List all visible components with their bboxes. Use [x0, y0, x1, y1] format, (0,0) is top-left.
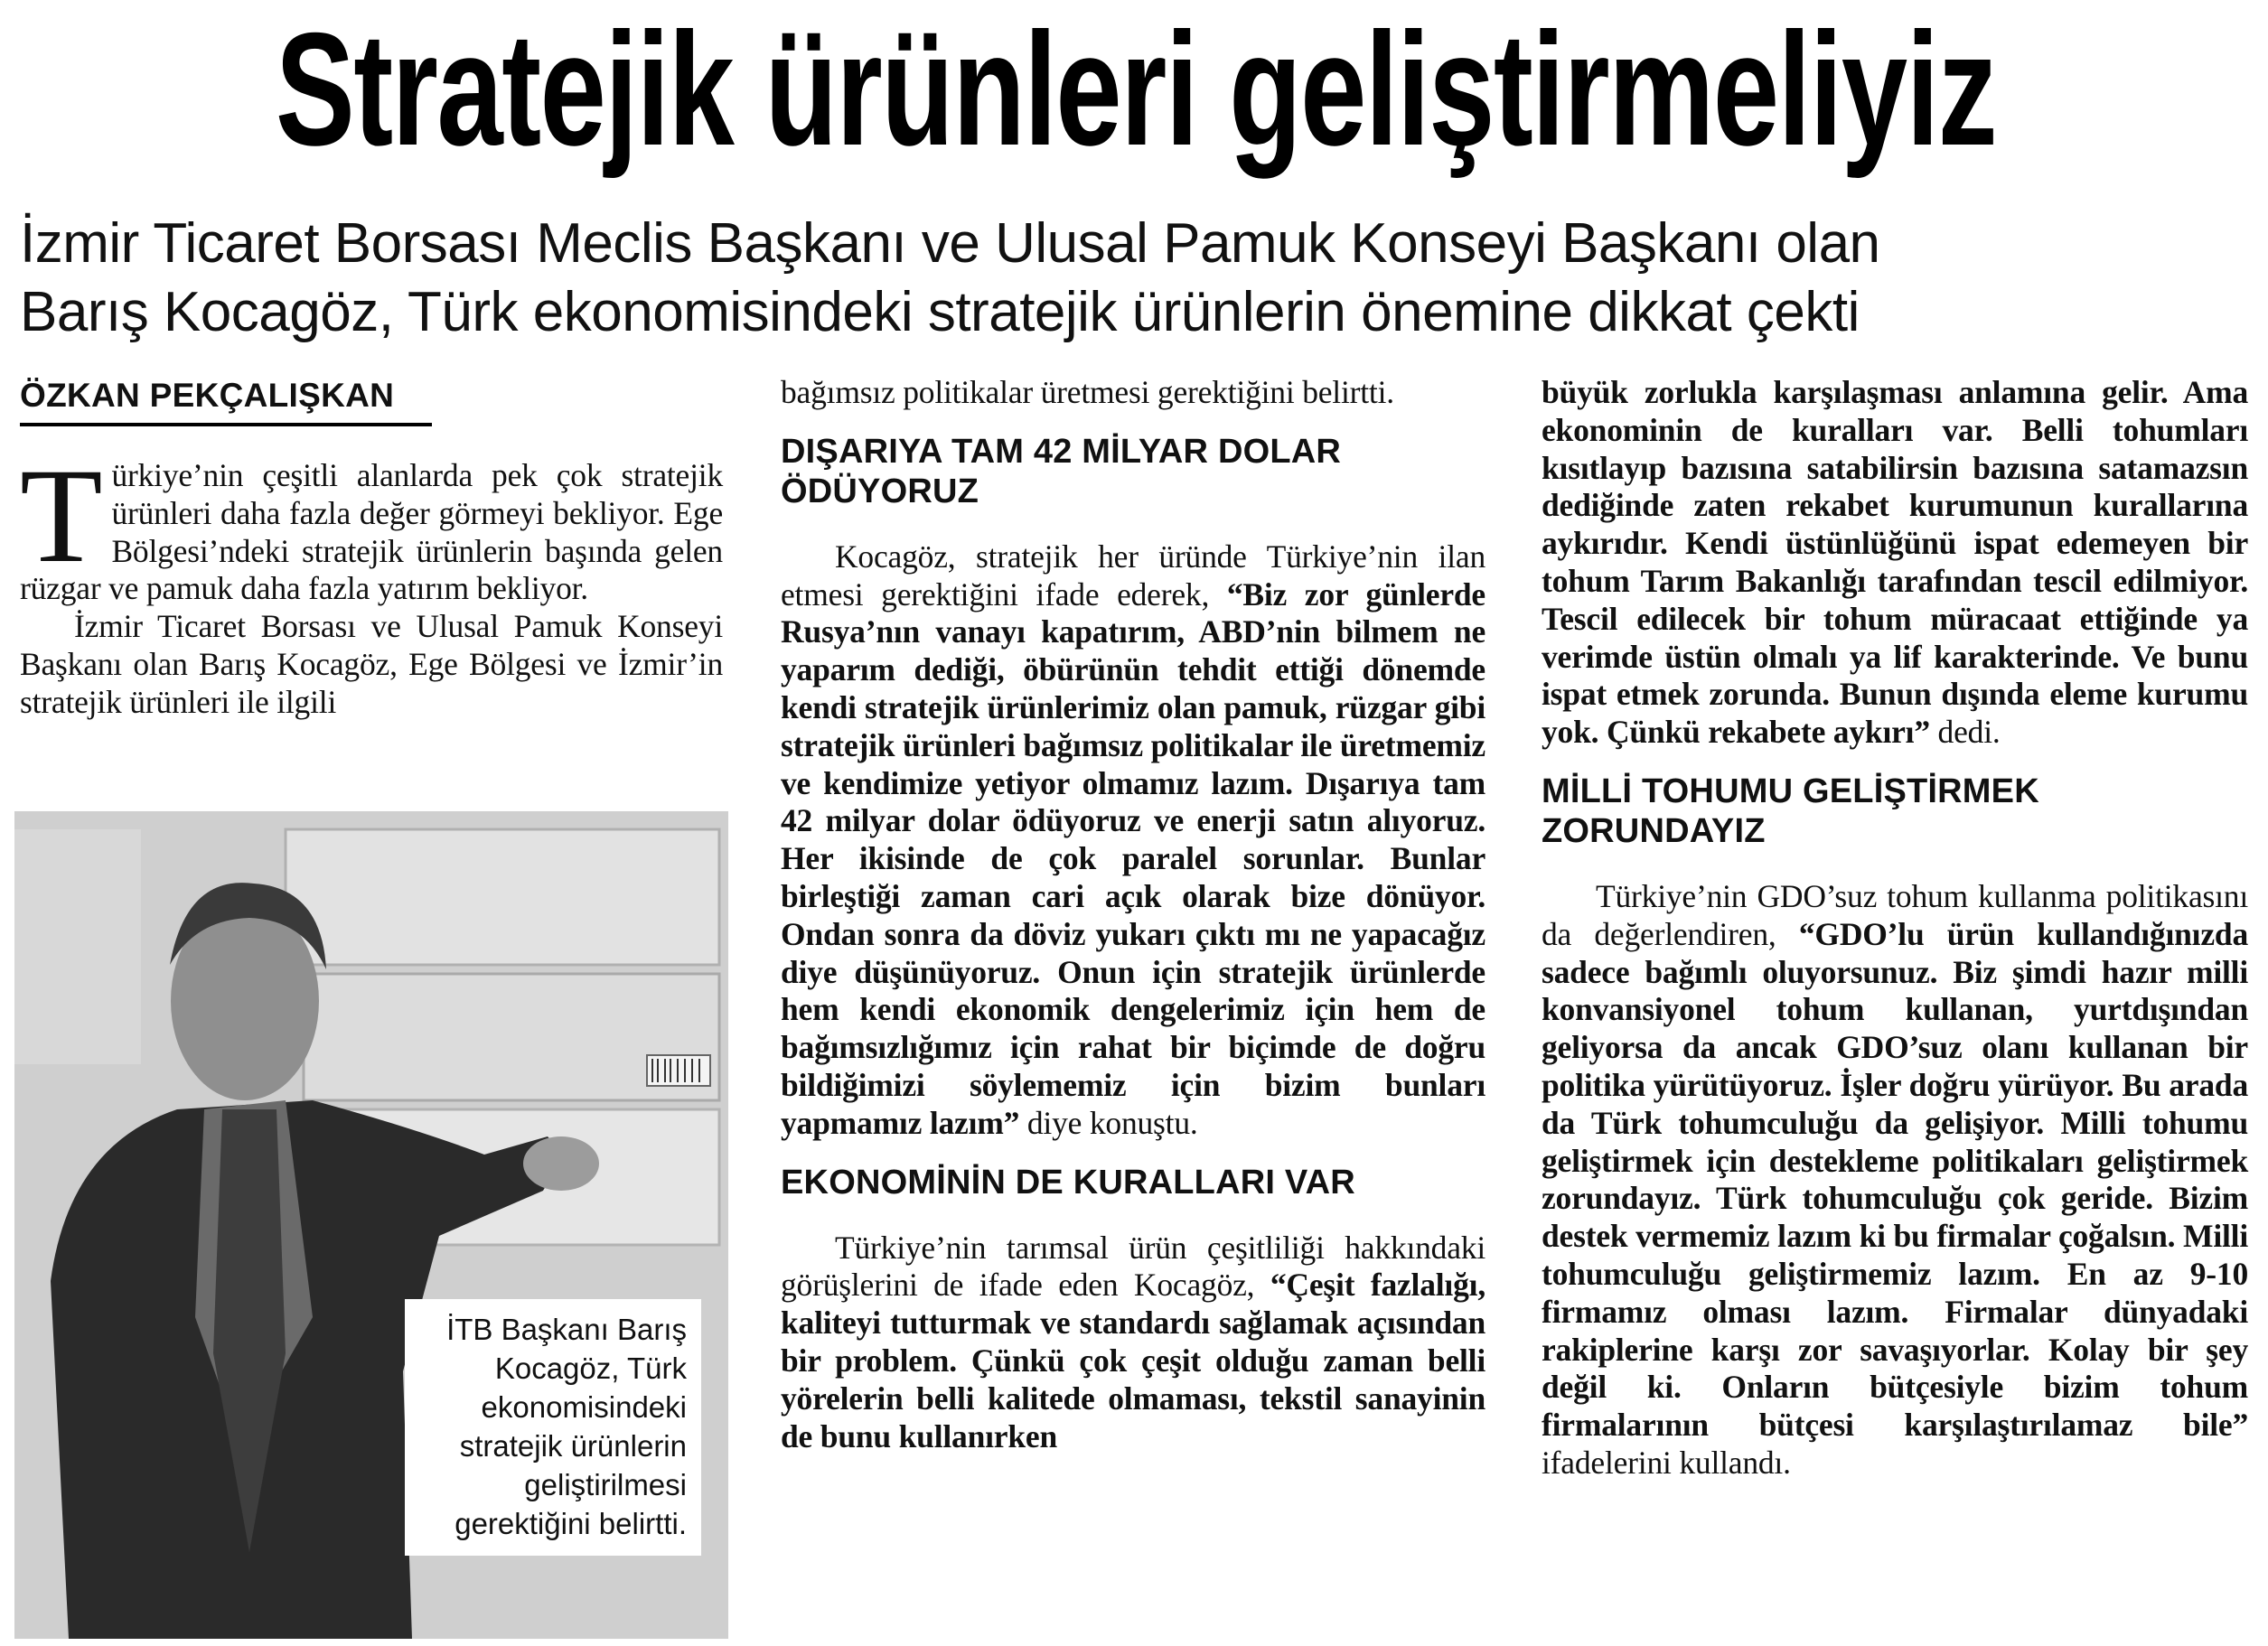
subheadline-line-2: Barış Kocagöz, Türk ekonomisindeki stratejik ürünlerin önemine dikkat çekti [20, 281, 1860, 343]
headline: Stratejik ürünleri geliştirmeliyiz [275, 0, 1997, 179]
section-heading: EKONOMİNİN DE KURALLARI VAR [781, 1163, 1355, 1202]
quote-text: “Çeşit fazlalığı, kaliteyi tutturmak ve standardı sağlamak açısından bir problem. Çünkü çok çeşit olduğu zaman belli yörelerin belli kalitede olmaması, tekstil sanayinin de bunu kullanırken [781, 1267, 1485, 1454]
portrait-photo [14, 811, 728, 1639]
quote-text: “Biz zor günlerde Rusya’nın vanayı kapatırım, ABD’nin bilmem ne yaparım dediği, öbürünün tehdit ettiği dönemde kendi stratejik ürünlerimiz olan pamuk, rüzgar gibi stratejik ürünleri bağımsız politikalar ile üretmemiz ve kendimize yetiyor olmamız lazım. Dışarıya tam 42 milyar dolar ödüyoruz ve enerji satın alıyoruz. Her ikisinde de çok paralel sorunlar. Bunlar birleştiği zaman cari açık olarak bize dönüyor. Ondan sonra da döviz yukarı çıktı mı ne yapacağız diye düşünüyoruz. Onun için stratejik ürünlerde hem kendi ekonomik dengelerimiz için hem de bağımsızlığımız için rahat bir biçimde de doğru bildiğimizi söylememiz için bizim bunları yapmamız lazım” [781, 575, 1485, 1141]
article-column-2 [781, 374, 1485, 1455]
article-column-3 [1542, 374, 2248, 1482]
quote-text: “GDO’lu ürün kullandığınızda sadece bağımlı oluyorsunuz. Biz şimdi hazır milli konvansiyonel tohum kullanan, yurtdışından geliyorsa da ancak GDO’suz olanı kullanan bir politika yürütüyoruz. İşler doğru yürüyor. Bu arada da Türk tohumculuğu da gelişiyor. Milli tohumu geliştirmek için destekleme politikaları geliştirmek zorundayız. Türk tohumculuğu çok geride. Bizim destek vermemiz lazım ki bu firmalar çoğalsın. Milli tohumculuğu geliştirmemiz lazım. En az 9-10 firmamız olması lazım. Firmalar dünyadaki rakiplerine karşı zor savaşıyorlar. Kolay bir şey değil ki. Onların bütçesiyle bizim tohum firmalarının bütçesi karşılaştırılamaz bile” [1542, 915, 2248, 1444]
paragraph-text: Türkiye’nin tarımsal ürün çeşitliliği hakkındaki görüşlerini de ifade eden Kocagöz, [781, 1229, 1485, 1304]
photo-caption: İTB Başkanı Barış Kocagöz, Türk ekonomisindeki stratejik ürünlerin geliştirilmesi gerektiğini belirtti. [405, 1299, 701, 1556]
paragraph [1542, 878, 2248, 1482]
subheadline [20, 210, 2252, 347]
intro-paragraph [20, 441, 723, 608]
paragraph: bağımsız politikalar üretmesi gerektiğini belirtti. [781, 374, 1394, 410]
drop-cap: T [20, 441, 103, 591]
paragraph [781, 1230, 1485, 1456]
article-column-1 [20, 374, 723, 722]
paragraph-text: dedi. [1929, 714, 2001, 751]
paragraph [781, 538, 1485, 1143]
section-heading: MİLLİ TOHUMU GELİŞTİRMEK ZORUNDAYIZ [1542, 772, 2039, 850]
section-heading: DIŞARIYA TAM 42 MİLYAR DOLAR ÖDÜYORUZ [781, 432, 1342, 510]
subheadline-line-1: İzmir Ticaret Borsası Meclis Başkanı ve Ulusal Pamuk Konseyi Başkanı olan [20, 212, 1880, 275]
paragraph [1542, 374, 2248, 752]
quote-text: büyük zorlukla karşılaşması anlamına gelir. Ama ekonominin de kuralları var. Belli tohumları kısıtlayıp bazısına satabilirsin bazısına satamazsın dediğinde zaten rekabet kurumunun kurallarına aykırıdır. Kendi üstünlüğünü ispat edemeyen bir tohum Tarım Bakanlığı tarafından tescil edilmiyor. Tescil edilecek bir tohum müracaat ettiğinde ya verimde üstün olmalı ya lif karakterinde. Ve bunu ispat etmek zorunda. Bunun dışında eleme kurumu yok. Çünkü rekabete aykırı” [1542, 374, 2248, 751]
paragraph-text: Kocagöz, stratejik her üründe Türkiye’nin ilan etmesi gerektiğini ifade ederek, [781, 538, 1485, 613]
paragraph-text: diye konuştu. [1019, 1104, 1198, 1141]
intro-text: ürkiye’nin çeşitli alanlarda pek çok stratejik ürünleri daha fazla değer görmeyi bekliyor. Ege Bölgesi’ndeki stratejik ürünlerin başında gelen rüzgar ve pamuk daha fazla yatırım bekliyor. [20, 457, 723, 607]
paragraph-text: ifadelerini kullandı. [1542, 1444, 1791, 1481]
byline: ÖZKAN PEKÇALIŞKAN [20, 374, 432, 426]
paragraph-text: Türkiye’nin GDO’suz tohum kullanma politikasını da değerlendiren, [1542, 877, 2248, 952]
paragraph: İzmir Ticaret Borsası ve Ulusal Pamuk Konseyi Başkanı olan Barış Kocagöz, Ege Bölgesi ve İzmir’in stratejik ürünleri ile ilgili [20, 608, 723, 720]
